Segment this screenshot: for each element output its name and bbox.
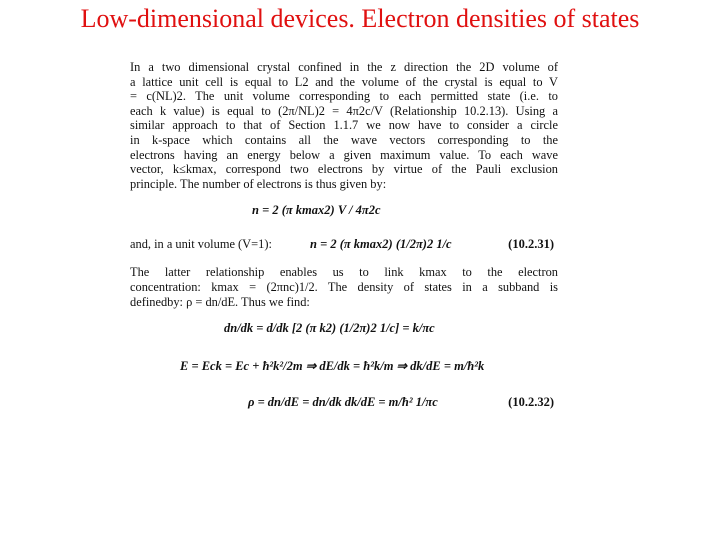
equation-text: E = Eck = Ec + ħ²k²/2m ⇒ dE/dk = ħ²k/m ⇒ dk/dE = m/ħ²k [180, 359, 485, 374]
equation-electron-count [130, 195, 558, 225]
paragraph-1 [130, 60, 558, 191]
equation-number: (10.2.32) [508, 395, 554, 410]
text-line: definedby: ρ = dn/dE. Thus we find: [130, 294, 310, 309]
equation-density-of-states [130, 387, 558, 419]
slide-title: Low-dimensional devices. Electron densities of states [80, 4, 640, 33]
text-line: vector, k≤kmax, correspond two electrons by virtue of the Pauli exclusion [130, 162, 558, 177]
text-line: a lattice unit cell is equal to L2 and the volume of the crystal is equal to V [130, 74, 558, 89]
equation-unit-volume [130, 229, 558, 259]
text-line: electrons having an energy below a given maximum value. To each wave [130, 147, 558, 162]
unit-volume-intro: and, in a unit volume (V=1): [130, 237, 272, 252]
equation-dn-dk [130, 313, 558, 345]
text-line: in k-space which contains all the wave vectors corresponding to the [130, 132, 558, 147]
text-line: concentration: kmax = (2πnc)1/2. The density of states in a subband is [130, 279, 558, 294]
text-line: The latter relationship enables us to link kmax to the electron [130, 265, 558, 280]
text-line: each k value) is equal to (2π/NL)2 = 4π2c/V (Relationship 10.2.13). Using a [130, 103, 558, 118]
equation-text: n = 2 (π kmax2) V / 4π2c [252, 203, 381, 218]
paragraph-2 [130, 265, 558, 309]
equation-text: n = 2 (π kmax2) (1/2π)2 1/c [310, 237, 452, 252]
scanned-text-block [130, 60, 558, 423]
equation-number: (10.2.31) [508, 237, 554, 252]
text-line: In a two dimensional crystal confined in the z direction the 2D volume of [130, 60, 558, 74]
equation-text: ρ = dn/dE = dn/dk dk/dE = m/ħ² 1/πc [248, 395, 438, 410]
text-line: = c(NL)2. The unit volume corresponding to each permitted state (i.e. to [130, 89, 558, 104]
text-line: principle. The number of electrons is thus given by: [130, 176, 387, 191]
text-line: similar approach to that of Section 1.1.7 we now have to consider a circle [130, 118, 558, 133]
equation-text: dn/dk = d/dk [2 (π k2) (1/2π)2 1/c] = k/πc [224, 321, 435, 336]
equation-dispersion [130, 349, 558, 383]
